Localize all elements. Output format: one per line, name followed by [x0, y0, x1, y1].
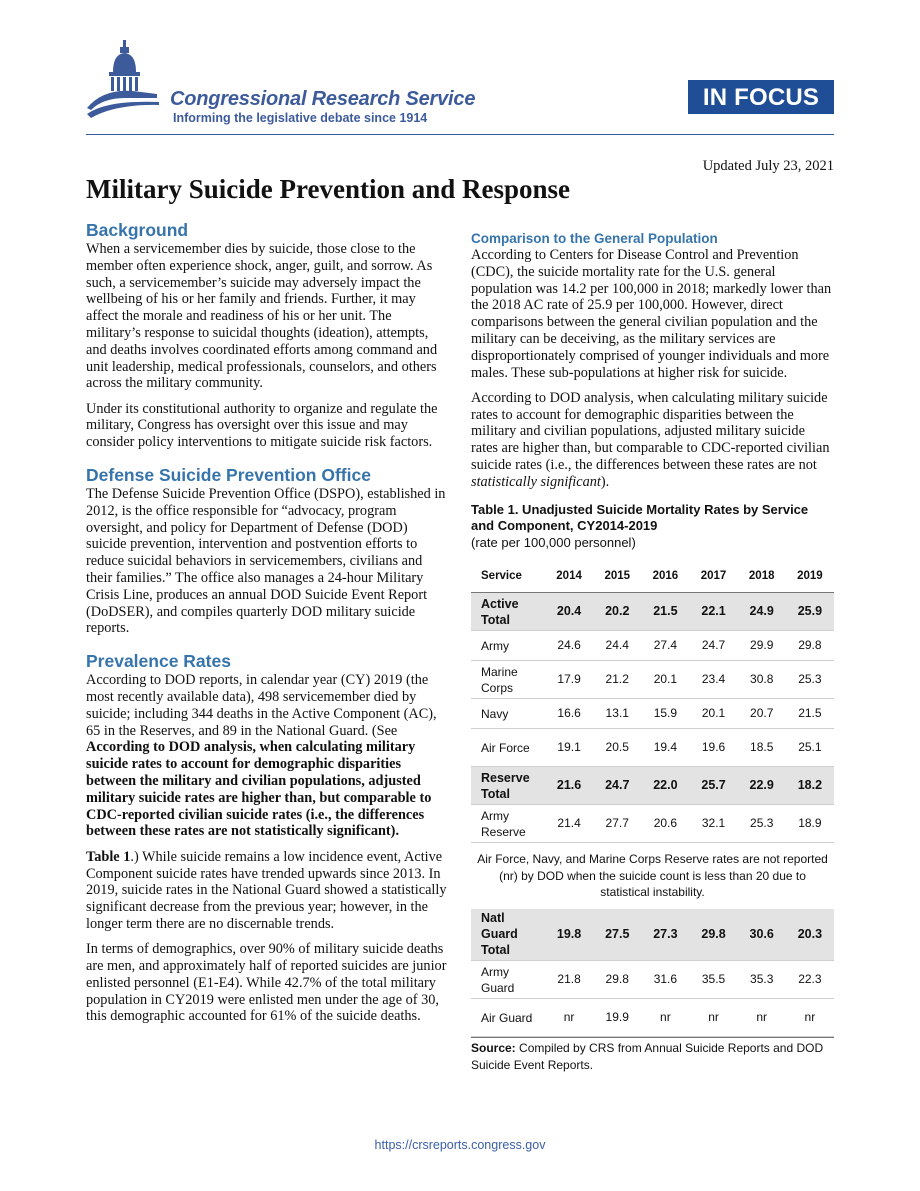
- table-cell: 29.8: [593, 961, 641, 999]
- table-cell: 30.6: [738, 909, 786, 961]
- row-label: Navy: [471, 699, 545, 729]
- prevalence-paragraph-3: In terms of demographics, over 90% of military suicide deaths are men, and approximately half of reported suicides are junior enlisted personnel (E1-E4). While 42.7% of the total military population in CY2019 were enlisted men under the age of 30, this demographic accounted for 61% of the suicide deaths.: [86, 941, 447, 1025]
- table-cell: 21.4: [545, 805, 593, 843]
- left-column: [86, 220, 448, 1034]
- prevalence-crossref: According to DOD analysis, when calculating military suicide rates to account for demographic disparities between the military and civilian populations, adjusted military suicide rates are higher than, but comparable to CDC-reported civilian suicide rates (i.e., the differences between these rates are not statistically significant).: [86, 739, 432, 840]
- table-cell: 22.0: [641, 767, 689, 805]
- prevalence-text-2: .) While suicide remains a low incidence event, Active Component suicide rates have trended upwards since 2013. In 2019, suicide rates in the National Guard showed a statistically significant decrease from the previous year; however, in the longer term there are no discernable trends.: [86, 848, 447, 932]
- row-label: Natl Guard Total: [471, 909, 545, 961]
- table-cell: 21.5: [641, 593, 689, 631]
- table-row: [471, 999, 834, 1037]
- capitol-dome-icon: [85, 38, 165, 120]
- table-body-guard: [471, 909, 834, 1037]
- table-cell: 35.5: [689, 961, 737, 999]
- in-focus-badge: IN FOCUS: [688, 80, 834, 114]
- table-cell: 18.2: [786, 767, 834, 805]
- table-cell: 16.6: [545, 699, 593, 729]
- table-cell: 21.8: [545, 961, 593, 999]
- table-cell: 27.7: [593, 805, 641, 843]
- table-cell: 17.9: [545, 661, 593, 699]
- table-cell: 30.8: [738, 661, 786, 699]
- prevalence-paragraph-1: [86, 672, 448, 840]
- table-cell: 18.5: [738, 729, 786, 767]
- table-row: [471, 729, 834, 767]
- table-cell: 19.9: [593, 999, 641, 1037]
- row-label: Active Total: [471, 593, 545, 631]
- table-row: [471, 661, 834, 699]
- table-cell: 25.3: [786, 661, 834, 699]
- column-header: 2018: [738, 561, 786, 593]
- table-cell: 23.4: [689, 661, 737, 699]
- row-label: Air Guard: [471, 999, 545, 1037]
- table-cell: 32.1: [689, 805, 737, 843]
- table-cell: 15.9: [641, 699, 689, 729]
- table-cell: nr: [641, 999, 689, 1037]
- table-row: [471, 961, 834, 999]
- table-row: [471, 593, 834, 631]
- row-label: Reserve Total: [471, 767, 545, 805]
- header-divider: [86, 134, 834, 135]
- prevalence-heading: Prevalence Rates: [86, 651, 231, 672]
- table-cell: 22.3: [786, 961, 834, 999]
- table-body-active-reserve: [471, 593, 834, 843]
- table-cell: 20.4: [545, 593, 593, 631]
- page-title: Military Suicide Prevention and Response: [86, 174, 571, 204]
- table-cell: nr: [738, 999, 786, 1037]
- table-cell: 13.1: [593, 699, 641, 729]
- table-source: [471, 1037, 834, 1074]
- updated-date: Updated July 23, 2021: [702, 158, 834, 174]
- table-cell: 22.1: [689, 593, 737, 631]
- table-row: [471, 767, 834, 805]
- comparison-text-end: ).: [600, 473, 610, 490]
- table-cell: nr: [689, 999, 737, 1037]
- table-cell: 20.5: [593, 729, 641, 767]
- column-header: Service: [471, 561, 545, 593]
- row-label: Army: [471, 631, 545, 661]
- table-cell: 35.3: [738, 961, 786, 999]
- table-note: Air Force, Navy, and Marine Corps Reserve rates are not reported (nr) by DOD when the suicide count is less than 20 due to statistical instability.: [477, 852, 828, 900]
- table-cell: 27.4: [641, 631, 689, 661]
- column-header: 2014: [545, 561, 593, 593]
- table-cell: 31.6: [641, 961, 689, 999]
- table-subcaption: (rate per 100,000 personnel): [471, 534, 636, 550]
- column-header: 2015: [593, 561, 641, 593]
- table-cell: 19.4: [641, 729, 689, 767]
- table-cell: 19.8: [545, 909, 593, 961]
- table-cell: nr: [545, 999, 593, 1037]
- table-cell: 20.2: [593, 593, 641, 631]
- table-reference: Table 1: [86, 848, 131, 865]
- background-paragraph-2: Under its constitutional authority to organize and regulate the military, Congress has oversight over this issue and may consider policy interventions to mitigate suicide risk factors.: [86, 400, 438, 451]
- comparison-text: According to DOD analysis, when calculating military suicide rates to account for demographic disparities between the military and civilian populations, adjusted military suicide rates are higher than, but comparable to CDC-reported civilian suicide rates (i.e., the differences between these rates are not: [471, 389, 830, 474]
- row-label: Army Reserve: [471, 805, 545, 843]
- table-row: [471, 699, 834, 729]
- background-paragraph-1: When a servicemember dies by suicide, those close to the member often experience shock, anger, guilt, and sorrow. As such, a servicemember’s suicide may adversely impact the wellbeing of his or her family and friends. Further, it may affect the morale and readiness of his or her unit. The military’s response to suicidal thoughts (ideation), attempts, and deaths involves coordinated efforts among command and unit leadership, medical professionals, counselors, and others across the military community.: [86, 241, 438, 392]
- table-cell: 25.9: [786, 593, 834, 631]
- table-cell: 20.1: [689, 699, 737, 729]
- table-cell: 29.8: [689, 909, 737, 961]
- rates-table-guard: [471, 909, 834, 1038]
- org-tagline: Informing the legislative debate since 1914: [173, 111, 428, 125]
- table-cell: 18.9: [786, 805, 834, 843]
- comparison-paragraph-1: According to Centers for Disease Control and Prevention (CDC), the suicide mortality rate for the U.S. general population was 14.2 per 100,000 in 2018; markedly lower than the 2018 AC rate of 25.9 per 100,000. However, direct comparisons between the general civilian population and the military can be deceiving, as the military services are disproportionately comprised of younger individuals and more males. These sub-populations at higher risk for suicide.: [471, 247, 832, 381]
- table-cell: 24.9: [738, 593, 786, 631]
- prevalence-paragraph-2: [86, 849, 448, 933]
- table-cell: nr: [786, 999, 834, 1037]
- table-cell: 24.4: [593, 631, 641, 661]
- table-cell: 20.1: [641, 661, 689, 699]
- table-cell: 20.3: [786, 909, 834, 961]
- table-cell: 19.6: [689, 729, 737, 767]
- table-cell: 24.6: [545, 631, 593, 661]
- comparison-heading: Comparison to the General Population: [471, 231, 718, 246]
- table-cell: 21.2: [593, 661, 641, 699]
- row-label: Air Force: [471, 729, 545, 767]
- column-header: 2019: [786, 561, 834, 593]
- table-cell: 27.3: [641, 909, 689, 961]
- table-header-row: [471, 561, 834, 593]
- footer-url[interactable]: https://crsreports.congress.gov: [374, 1138, 546, 1152]
- source-text: Compiled by CRS from Annual Suicide Reports and DOD Suicide Event Reports.: [471, 1041, 824, 1073]
- table-cell: 20.7: [738, 699, 786, 729]
- table-row: [471, 805, 834, 843]
- comparison-paragraph-2: [471, 390, 834, 491]
- table-cell: 25.1: [786, 729, 834, 767]
- column-header: 2016: [641, 561, 689, 593]
- table-cell: 20.6: [641, 805, 689, 843]
- table-cell: 24.7: [593, 767, 641, 805]
- table-cell: 21.5: [786, 699, 834, 729]
- prevalence-text: According to DOD reports, in calendar year (CY) 2019 (the most recently available data), 498 servicemember died by suicide; including 344 deaths in the Active Component (AC), 65 in the Reserves, and 89 in the National Guard. (See: [86, 672, 437, 739]
- rates-table: [471, 561, 834, 843]
- table-cell: 19.1: [545, 729, 593, 767]
- dspo-paragraph: The Defense Suicide Prevention Office (DSPO), established in 2012, is the office responsible for “advocacy, program oversight, and policy for Department of Defense (DOD) suicide prevention, intervention and postvention efforts to reduce suicidal behaviors in servicemembers, civilians and their families.” The office also manages a 24-hour Military Crisis Line, produces an annual DOD Suicide Event Report (DoDSER), and compiles quarterly DOD military suicide reports.: [86, 486, 446, 637]
- table-cell: 25.3: [738, 805, 786, 843]
- table-cell: 25.7: [689, 767, 737, 805]
- table-cell: 21.6: [545, 767, 593, 805]
- dspo-heading: Defense Suicide Prevention Office: [86, 465, 371, 486]
- right-column: [471, 230, 834, 1074]
- table-cell: 29.9: [738, 631, 786, 661]
- row-label: Army Guard: [471, 961, 545, 999]
- background-heading: Background: [86, 220, 189, 240]
- row-label: Marine Corps: [471, 661, 545, 699]
- column-header: 2017: [689, 561, 737, 593]
- table-cell: 29.8: [786, 631, 834, 661]
- org-name: Congressional Research Service: [170, 88, 476, 110]
- table-row: [471, 631, 834, 661]
- table-row: [471, 909, 834, 961]
- table-cell: 24.7: [689, 631, 737, 661]
- source-label: Source:: [471, 1041, 516, 1056]
- comparison-italic: statistically significant: [471, 473, 601, 490]
- table-caption: Table 1. Unadjusted Suicide Mortality Rates by Service and Component, CY2014-2019: [471, 501, 809, 534]
- table-cell: 22.9: [738, 767, 786, 805]
- table-cell: 27.5: [593, 909, 641, 961]
